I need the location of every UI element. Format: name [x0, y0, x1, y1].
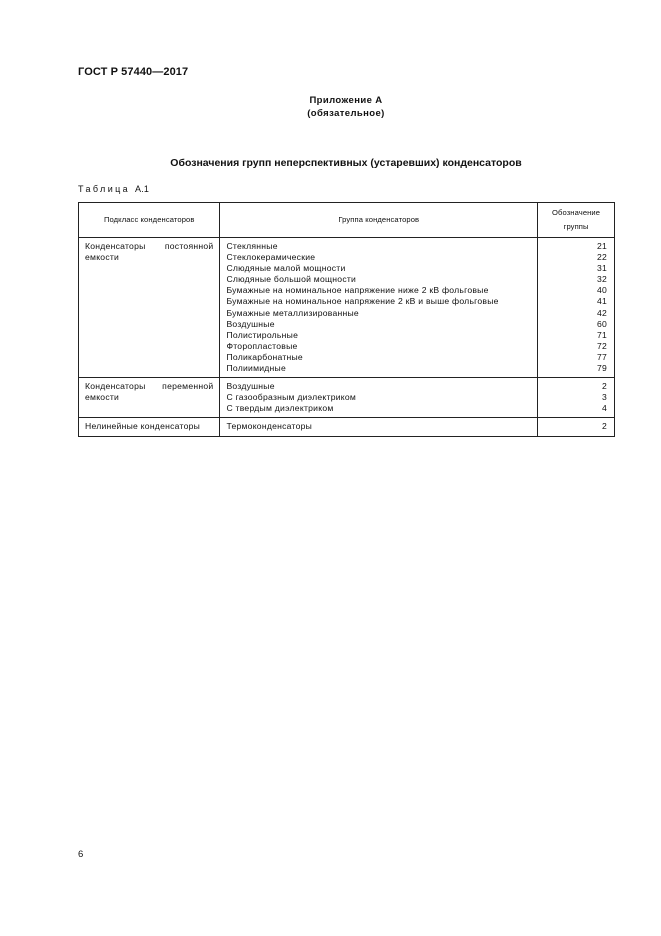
column-header-code-line2: группы [563, 222, 589, 231]
group-item: С твердым диэлектриком [226, 403, 334, 414]
column-header-subclass: Подкласс конденсаторов [79, 203, 220, 238]
table-label-number: А.1 [135, 184, 150, 194]
subclass-cell [79, 378, 220, 418]
group-code: 42 [596, 307, 607, 318]
table-header-row [79, 203, 615, 238]
table-label [78, 184, 149, 194]
group-cell [220, 378, 538, 418]
group-item: Стеклянные [226, 241, 278, 251]
subclass-text: Нелинейные конденсаторы [85, 421, 201, 432]
column-header-code [538, 203, 615, 238]
group-code: 22 [596, 252, 607, 263]
subclass-text-cont: емкости [85, 252, 120, 263]
group-code: 4 [601, 403, 607, 414]
table-row [79, 378, 615, 418]
table-row [79, 238, 615, 378]
group-code: 2 [601, 381, 607, 392]
section-title: Обозначения групп неперспективных (устаревших) конденсаторов [170, 157, 522, 169]
subclass-text: Конденсаторы постоянной [85, 241, 214, 251]
subclass-cell [79, 418, 220, 436]
annex-status: (обязательное) [307, 108, 385, 119]
group-item: Полиимидные [226, 363, 286, 374]
group-cell [220, 238, 538, 378]
page-number: 6 [78, 849, 84, 860]
group-cell [220, 418, 538, 436]
group-item: Бумажные на номинальное напряжение ниже 2 кВ фольговые [226, 285, 489, 296]
group-code: 3 [601, 392, 607, 403]
table-label-prefix: Таблица [78, 184, 131, 194]
group-item: Бумажные металлизированные [226, 307, 359, 318]
code-cell [538, 378, 615, 418]
group-code: 2 [601, 421, 607, 432]
group-code: 40 [596, 285, 607, 296]
group-item: Поликарбонатные [226, 351, 303, 362]
group-code: 21 [596, 241, 607, 251]
group-item: Воздушные [226, 381, 275, 392]
capacitor-groups-table [78, 202, 615, 437]
group-item: Слюдяные большой мощности [226, 274, 357, 285]
group-code: 72 [596, 340, 607, 351]
column-header-code-line1: Обозначение [552, 208, 601, 217]
code-cell [538, 418, 615, 436]
group-item: Полистирольные [226, 329, 299, 340]
group-code: 41 [596, 296, 607, 307]
group-item: Слюдяные малой мощности [226, 263, 346, 274]
table-row [79, 418, 615, 436]
group-code: 60 [596, 318, 607, 329]
group-code: 71 [596, 329, 607, 340]
group-item: Фторопластовые [226, 340, 298, 351]
subclass-text-cont: емкости [85, 392, 120, 403]
subclass-text: Конденсаторы переменной [85, 381, 214, 392]
group-item: Воздушные [226, 318, 275, 329]
column-header-group: Группа конденсаторов [220, 203, 538, 238]
document-code: ГОСТ Р 57440—2017 [78, 66, 189, 78]
group-code: 32 [596, 274, 607, 285]
group-item: Термоконденсаторы [226, 421, 313, 432]
group-item: С газообразным диэлектриком [226, 392, 357, 403]
group-code: 31 [596, 263, 607, 274]
group-item: Стеклокерамические [226, 252, 316, 263]
group-code: 77 [596, 351, 607, 362]
subclass-cell [79, 238, 220, 378]
annex-title: Приложение А [309, 95, 383, 106]
code-cell [538, 238, 615, 378]
group-code: 79 [596, 363, 607, 374]
group-item: Бумажные на номинальное напряжение 2 кВ и выше фольговые [226, 296, 499, 307]
